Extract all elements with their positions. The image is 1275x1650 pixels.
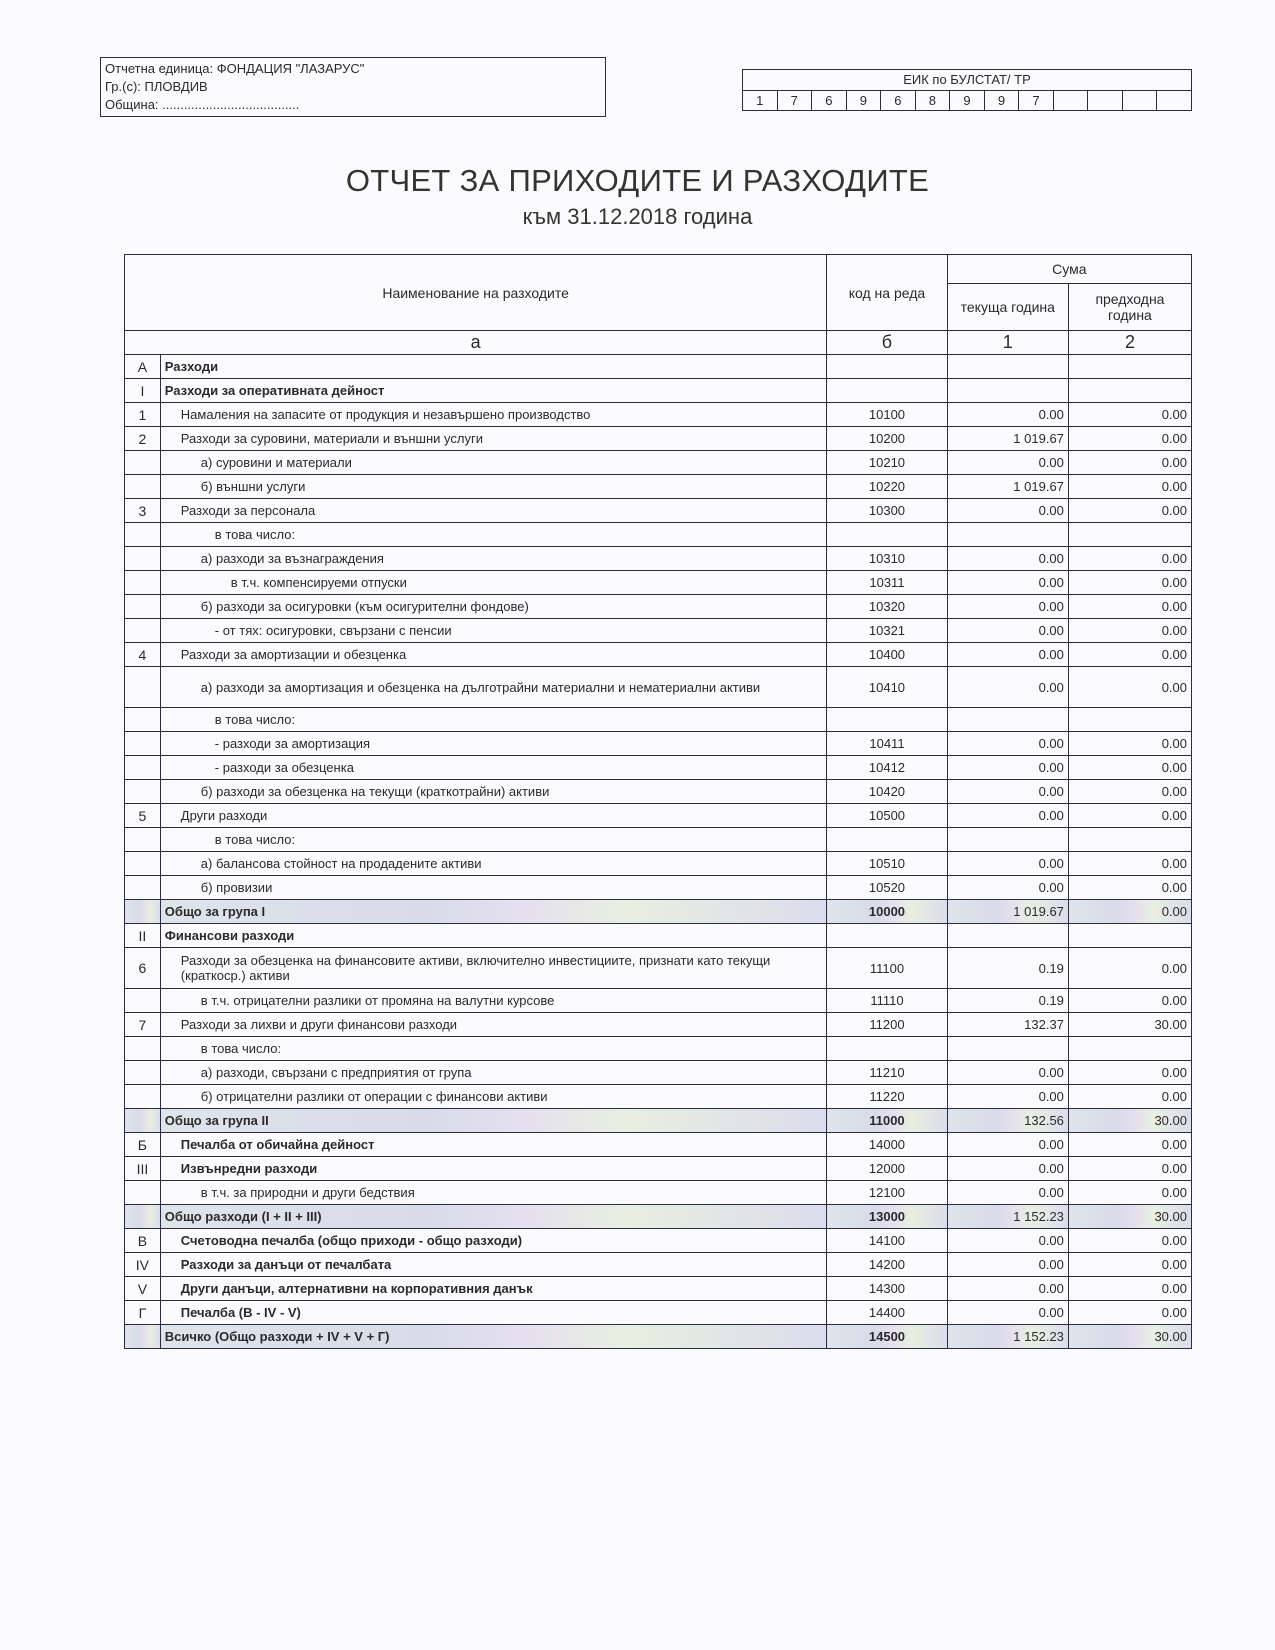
row-name: Финансови разходи <box>160 924 826 948</box>
letter-a: а <box>125 331 827 355</box>
row-current-year: 0.00 <box>947 1301 1068 1325</box>
row-code: 11210 <box>827 1061 947 1085</box>
row-previous-year <box>1068 1037 1191 1061</box>
table-row <box>125 499 1192 523</box>
row-index: 2 <box>125 427 161 451</box>
row-current-year: 0.00 <box>947 1157 1068 1181</box>
table-row <box>125 1109 1192 1133</box>
row-previous-year: 0.00 <box>1068 804 1191 828</box>
row-code: 10412 <box>827 756 947 780</box>
row-name: - разходи за амортизация <box>160 732 826 756</box>
row-previous-year: 30.00 <box>1068 1013 1191 1037</box>
row-code: 12000 <box>827 1157 947 1181</box>
eik-digit: 7 <box>778 91 813 110</box>
row-name: в това число: <box>160 523 826 547</box>
table-row <box>125 852 1192 876</box>
row-current-year: 0.00 <box>947 1229 1068 1253</box>
row-index: 6 <box>125 948 161 989</box>
row-previous-year <box>1068 708 1191 732</box>
row-code: 14000 <box>827 1133 947 1157</box>
row-code: 10321 <box>827 619 947 643</box>
row-code: 10220 <box>827 475 947 499</box>
eik-digits <box>743 91 1191 110</box>
row-previous-year: 0.00 <box>1068 1157 1191 1181</box>
table-row <box>125 1061 1192 1085</box>
table-row <box>125 1013 1192 1037</box>
row-index: В <box>125 1229 161 1253</box>
row-code <box>827 523 947 547</box>
row-code: 11200 <box>827 1013 947 1037</box>
row-previous-year: 0.00 <box>1068 571 1191 595</box>
row-current-year: 0.00 <box>947 1277 1068 1301</box>
row-previous-year: 0.00 <box>1068 667 1191 708</box>
row-current-year: 0.00 <box>947 1253 1068 1277</box>
row-current-year: 0.00 <box>947 732 1068 756</box>
row-code <box>827 379 947 403</box>
row-name: Печалба (В - IV - V) <box>160 1301 826 1325</box>
row-name: а) разходи за амортизация и обезценка на дълготрайни материални и нематериални активи <box>160 667 826 708</box>
row-current-year: 0.00 <box>947 499 1068 523</box>
row-code: 10420 <box>827 780 947 804</box>
eik-digit: 6 <box>812 91 847 110</box>
row-index: 1 <box>125 403 161 427</box>
table-row <box>125 1037 1192 1061</box>
table-row <box>125 948 1192 989</box>
table-row <box>125 1277 1192 1301</box>
row-previous-year: 0.00 <box>1068 595 1191 619</box>
row-code <box>827 1037 947 1061</box>
table-row <box>125 756 1192 780</box>
row-name: б) отрицателни разлики от операции с финансови активи <box>160 1085 826 1109</box>
row-previous-year: 0.00 <box>1068 547 1191 571</box>
row-name: Извънредни разходи <box>160 1157 826 1181</box>
eik-digit: 7 <box>1019 91 1054 110</box>
row-previous-year <box>1068 355 1191 379</box>
row-index <box>125 1037 161 1061</box>
row-current-year: 0.00 <box>947 756 1068 780</box>
eik-box <box>742 69 1192 111</box>
row-current-year <box>947 523 1068 547</box>
row-name: а) балансова стойност на продадените активи <box>160 852 826 876</box>
row-previous-year: 0.00 <box>1068 1061 1191 1085</box>
row-index <box>125 1325 161 1349</box>
table-row <box>125 708 1192 732</box>
row-previous-year: 0.00 <box>1068 1181 1191 1205</box>
row-code: 11110 <box>827 989 947 1013</box>
row-code: 12100 <box>827 1181 947 1205</box>
row-index <box>125 732 161 756</box>
row-previous-year: 0.00 <box>1068 619 1191 643</box>
row-index <box>125 451 161 475</box>
row-previous-year <box>1068 924 1191 948</box>
row-index: 7 <box>125 1013 161 1037</box>
row-index <box>125 667 161 708</box>
row-name: Общо за група I <box>160 900 826 924</box>
row-previous-year: 0.00 <box>1068 1085 1191 1109</box>
eik-digit <box>1054 91 1089 110</box>
row-name: Печалба от обичайна дейност <box>160 1133 826 1157</box>
row-previous-year: 0.00 <box>1068 876 1191 900</box>
row-name: Общо разходи (I + II + III) <box>160 1205 826 1229</box>
row-name: в това число: <box>160 828 826 852</box>
row-index <box>125 1181 161 1205</box>
row-name: Разходи за обезценка на финансовите активи, включително инвестициите, признати като текущи (краткоср.) активи <box>160 948 826 989</box>
row-current-year <box>947 355 1068 379</box>
row-index <box>125 619 161 643</box>
table-row <box>125 1157 1192 1181</box>
row-previous-year: 0.00 <box>1068 643 1191 667</box>
table-row <box>125 1301 1192 1325</box>
row-name: а) разходи за възнаграждения <box>160 547 826 571</box>
table-row <box>125 732 1192 756</box>
table-row <box>125 804 1192 828</box>
row-current-year: 0.00 <box>947 451 1068 475</box>
eik-digit: 1 <box>743 91 778 110</box>
row-index: III <box>125 1157 161 1181</box>
row-previous-year: 0.00 <box>1068 427 1191 451</box>
eik-digit: 9 <box>950 91 985 110</box>
table-row <box>125 403 1192 427</box>
row-name: Всичко (Общо разходи + IV + V + Г) <box>160 1325 826 1349</box>
table-row <box>125 619 1192 643</box>
row-index <box>125 852 161 876</box>
row-name: б) разходи за осигуровки (към осигурителни фондове) <box>160 595 826 619</box>
row-index <box>125 547 161 571</box>
row-current-year <box>947 379 1068 403</box>
header-previous-year: предходна година <box>1068 284 1191 331</box>
row-current-year: 0.00 <box>947 595 1068 619</box>
row-previous-year: 30.00 <box>1068 1205 1191 1229</box>
entity-name: Отчетна единица: ФОНДАЦИЯ "ЛАЗАРУС" <box>105 61 365 76</box>
row-current-year: 0.00 <box>947 643 1068 667</box>
row-name: - от тях: осигуровки, свързани с пенсии <box>160 619 826 643</box>
row-name: б) провизии <box>160 876 826 900</box>
row-name: в т.ч. компенсируеми отпуски <box>160 571 826 595</box>
row-code: 11100 <box>827 948 947 989</box>
row-index <box>125 1109 161 1133</box>
row-code: 10320 <box>827 595 947 619</box>
row-code: 10100 <box>827 403 947 427</box>
row-previous-year: 0.00 <box>1068 1253 1191 1277</box>
eik-digit: 9 <box>847 91 882 110</box>
expenses-table <box>124 254 1192 1349</box>
table-row <box>125 780 1192 804</box>
row-code <box>827 924 947 948</box>
row-previous-year: 0.00 <box>1068 900 1191 924</box>
row-name: Други разходи <box>160 804 826 828</box>
row-name: Разходи за данъци от печалбата <box>160 1253 826 1277</box>
table-row <box>125 900 1192 924</box>
row-previous-year: 0.00 <box>1068 948 1191 989</box>
row-previous-year: 0.00 <box>1068 989 1191 1013</box>
row-index: Б <box>125 1133 161 1157</box>
row-index: 4 <box>125 643 161 667</box>
letter-1: 1 <box>947 331 1068 355</box>
row-index <box>125 475 161 499</box>
row-current-year <box>947 828 1068 852</box>
row-name: б) външни услуги <box>160 475 826 499</box>
row-previous-year: 0.00 <box>1068 780 1191 804</box>
row-code: 10210 <box>827 451 947 475</box>
row-name: Разходи за персонала <box>160 499 826 523</box>
row-code: 14200 <box>827 1253 947 1277</box>
row-name: в т.ч. отрицателни разлики от промяна на валутни курсове <box>160 989 826 1013</box>
row-current-year: 1 019.67 <box>947 900 1068 924</box>
row-index: Г <box>125 1301 161 1325</box>
row-code: 10410 <box>827 667 947 708</box>
row-code: 10310 <box>827 547 947 571</box>
row-current-year: 0.00 <box>947 1061 1068 1085</box>
eik-digit <box>1157 91 1191 110</box>
table-row <box>125 1085 1192 1109</box>
row-current-year: 0.00 <box>947 667 1068 708</box>
row-current-year: 0.00 <box>947 852 1068 876</box>
row-current-year: 0.00 <box>947 1133 1068 1157</box>
row-previous-year <box>1068 828 1191 852</box>
row-code: 10411 <box>827 732 947 756</box>
table-row <box>125 547 1192 571</box>
table-row <box>125 1325 1192 1349</box>
row-previous-year: 0.00 <box>1068 451 1191 475</box>
header-sum: Сума <box>947 255 1191 284</box>
row-index <box>125 989 161 1013</box>
row-current-year: 1 152.23 <box>947 1205 1068 1229</box>
row-current-year: 0.00 <box>947 403 1068 427</box>
row-previous-year: 0.00 <box>1068 499 1191 523</box>
row-name: Общо за група II <box>160 1109 826 1133</box>
row-index: I <box>125 379 161 403</box>
table-row <box>125 427 1192 451</box>
row-code: 14100 <box>827 1229 947 1253</box>
row-current-year: 0.00 <box>947 619 1068 643</box>
row-current-year: 0.19 <box>947 948 1068 989</box>
row-code: 10000 <box>827 900 947 924</box>
row-name: в това число: <box>160 708 826 732</box>
report-title: ОТЧЕТ ЗА ПРИХОДИТЕ И РАЗХОДИТЕ <box>345 163 930 198</box>
row-previous-year: 0.00 <box>1068 756 1191 780</box>
row-current-year: 0.19 <box>947 989 1068 1013</box>
row-current-year <box>947 708 1068 732</box>
row-name: а) разходи, свързани с предприятия от група <box>160 1061 826 1085</box>
row-previous-year: 0.00 <box>1068 1133 1191 1157</box>
row-index <box>125 876 161 900</box>
row-index: 3 <box>125 499 161 523</box>
eik-digit <box>1088 91 1123 110</box>
row-code: 13000 <box>827 1205 947 1229</box>
row-index <box>125 571 161 595</box>
row-code: 11000 <box>827 1109 947 1133</box>
row-previous-year: 0.00 <box>1068 1301 1191 1325</box>
row-current-year: 0.00 <box>947 547 1068 571</box>
table-row <box>125 1229 1192 1253</box>
row-index <box>125 1205 161 1229</box>
row-current-year: 0.00 <box>947 1085 1068 1109</box>
row-current-year <box>947 924 1068 948</box>
header-name: Наименование на разходите <box>125 255 827 331</box>
row-code: 14500 <box>827 1325 947 1349</box>
row-index <box>125 1085 161 1109</box>
table-row <box>125 1181 1192 1205</box>
table-row <box>125 989 1192 1013</box>
row-current-year: 132.37 <box>947 1013 1068 1037</box>
table-row <box>125 924 1192 948</box>
eik-digit: 9 <box>985 91 1020 110</box>
row-code: 10400 <box>827 643 947 667</box>
header-code: код на реда <box>827 255 947 331</box>
row-code: 10510 <box>827 852 947 876</box>
row-index: А <box>125 355 161 379</box>
row-name: Разходи за оперативната дейност <box>160 379 826 403</box>
row-previous-year: 0.00 <box>1068 732 1191 756</box>
row-current-year: 0.00 <box>947 571 1068 595</box>
row-name: Разходи за суровини, материали и външни услуги <box>160 427 826 451</box>
row-previous-year: 0.00 <box>1068 1277 1191 1301</box>
row-current-year: 1 019.67 <box>947 475 1068 499</box>
row-name: б) разходи за обезценка на текущи (краткотрайни) активи <box>160 780 826 804</box>
row-code: 14300 <box>827 1277 947 1301</box>
row-index <box>125 708 161 732</box>
header-current-year: текуща година <box>947 284 1068 331</box>
eik-label: ЕИК по БУЛСТАТ/ ТР <box>743 70 1191 91</box>
eik-digit: 6 <box>881 91 916 110</box>
row-code: 14400 <box>827 1301 947 1325</box>
row-current-year: 1 152.23 <box>947 1325 1068 1349</box>
row-current-year: 132.56 <box>947 1109 1068 1133</box>
row-name: в това число: <box>160 1037 826 1061</box>
row-previous-year <box>1068 379 1191 403</box>
row-current-year <box>947 1037 1068 1061</box>
report-subtitle: към 31.12.2018 година <box>522 204 753 229</box>
table-row <box>125 475 1192 499</box>
row-current-year: 1 019.67 <box>947 427 1068 451</box>
row-previous-year: 30.00 <box>1068 1109 1191 1133</box>
row-name: Счетоводна печалба (общо приходи - общо разходи) <box>160 1229 826 1253</box>
row-index <box>125 828 161 852</box>
row-code: 10200 <box>827 427 947 451</box>
row-previous-year: 0.00 <box>1068 403 1191 427</box>
table-row <box>125 379 1192 403</box>
row-name: Разходи за амортизации и обезценка <box>160 643 826 667</box>
entity-municipality: Община: ...................................... <box>105 97 300 112</box>
row-previous-year <box>1068 523 1191 547</box>
row-name: а) суровини и материали <box>160 451 826 475</box>
row-index: 5 <box>125 804 161 828</box>
eik-digit: 8 <box>916 91 951 110</box>
row-name: Други данъци, алтернативни на корпоративния данък <box>160 1277 826 1301</box>
row-index <box>125 595 161 619</box>
row-code: 10520 <box>827 876 947 900</box>
row-index: IV <box>125 1253 161 1277</box>
table-row <box>125 355 1192 379</box>
row-code: 10300 <box>827 499 947 523</box>
table-row <box>125 451 1192 475</box>
row-code: 10311 <box>827 571 947 595</box>
table-row <box>125 571 1192 595</box>
row-previous-year: 0.00 <box>1068 475 1191 499</box>
table-row <box>125 667 1192 708</box>
row-name: Разходи <box>160 355 826 379</box>
row-name: Намаления на запасите от продукция и незавършено производство <box>160 403 826 427</box>
row-index: V <box>125 1277 161 1301</box>
row-current-year: 0.00 <box>947 804 1068 828</box>
row-previous-year: 0.00 <box>1068 1229 1191 1253</box>
row-code <box>827 708 947 732</box>
letter-2: 2 <box>1068 331 1191 355</box>
table-row <box>125 876 1192 900</box>
row-code: 11220 <box>827 1085 947 1109</box>
table-row <box>125 1253 1192 1277</box>
row-name: - разходи за обезценка <box>160 756 826 780</box>
eik-digit <box>1123 91 1158 110</box>
row-index <box>125 1061 161 1085</box>
table-row <box>125 1133 1192 1157</box>
row-current-year: 0.00 <box>947 1181 1068 1205</box>
row-index <box>125 780 161 804</box>
entity-city: Гр.(с): ПЛОВДИВ <box>105 79 208 94</box>
row-previous-year: 0.00 <box>1068 852 1191 876</box>
row-index <box>125 756 161 780</box>
row-code <box>827 828 947 852</box>
row-code <box>827 355 947 379</box>
row-code: 10500 <box>827 804 947 828</box>
table-row <box>125 523 1192 547</box>
row-index: II <box>125 924 161 948</box>
letter-b: б <box>827 331 947 355</box>
row-index <box>125 523 161 547</box>
table-row <box>125 643 1192 667</box>
table-row <box>125 595 1192 619</box>
row-current-year: 0.00 <box>947 876 1068 900</box>
row-previous-year: 30.00 <box>1068 1325 1191 1349</box>
table-row <box>125 1205 1192 1229</box>
row-current-year: 0.00 <box>947 780 1068 804</box>
row-index <box>125 900 161 924</box>
table-row <box>125 828 1192 852</box>
row-name: Разходи за лихви и други финансови разходи <box>160 1013 826 1037</box>
reporting-entity-box <box>100 57 606 117</box>
row-name: в т.ч. за природни и други бедствия <box>160 1181 826 1205</box>
